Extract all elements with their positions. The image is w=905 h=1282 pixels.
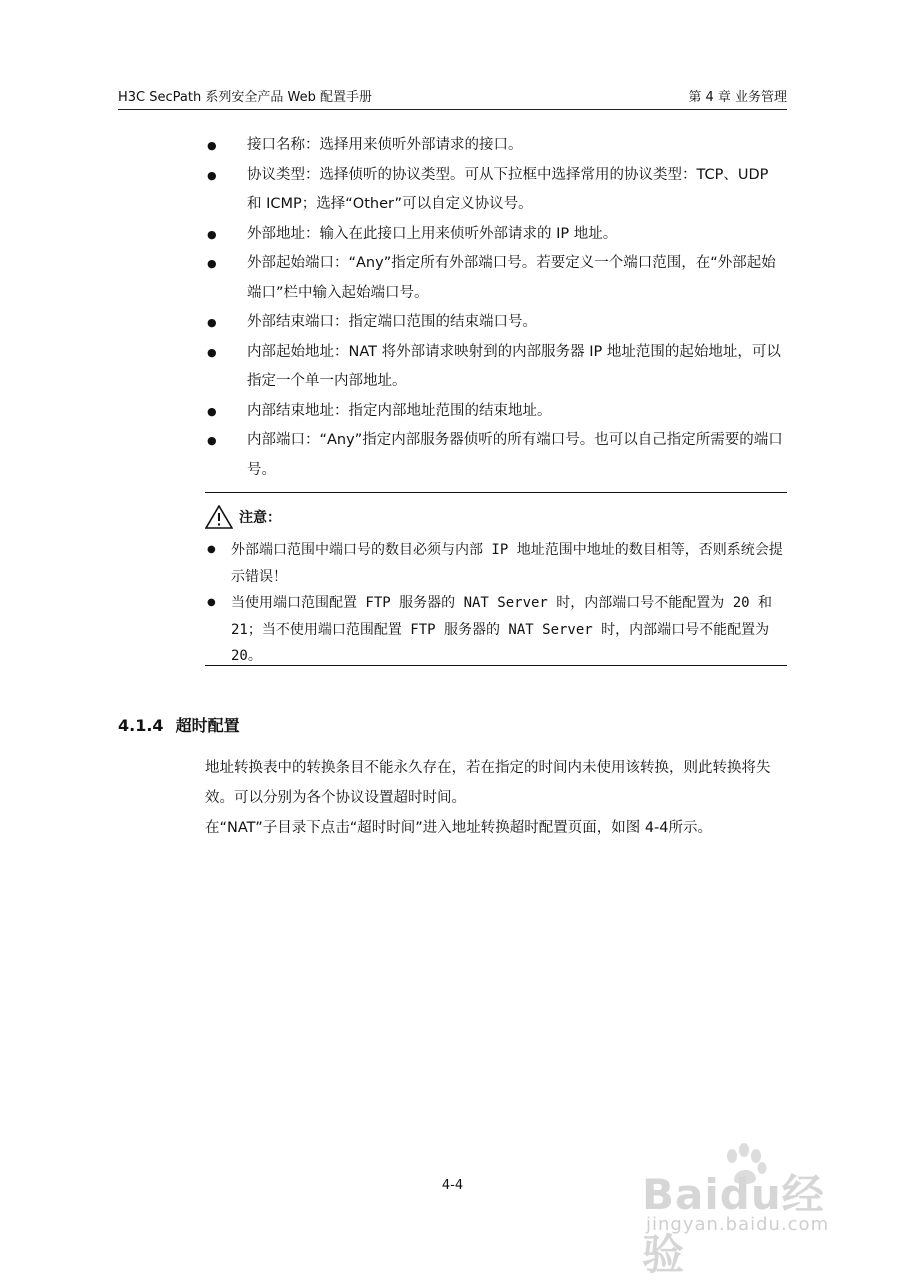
header-chapter: 第 4 章 业务管理 [688, 90, 787, 105]
list-item: ● 外部端口范围中端口号的数目必须与内部 IP 地址范围中地址的数目相等，否则系统会提示错误！ [205, 537, 787, 590]
watermark-url: jingyan.baidu.com [646, 1214, 830, 1235]
notice-heading [205, 505, 281, 529]
list-item: ● 外部地址：输入在此接口上用来侦听外部请求的 IP 地址。 [205, 220, 787, 250]
bullet-icon: ● [207, 434, 217, 447]
notice-list [205, 537, 787, 670]
bullet-icon: ● [207, 597, 216, 608]
page-header [118, 86, 787, 110]
list-item: ● 当使用端口范围配置 FTP 服务器的 NAT Server 时，内部端口号不能配置为 20 和 21；当不使用端口范围配置 FTP 服务器的 NAT Server 时，内部端口号不能配置为 20。 [205, 590, 787, 670]
warning-triangle-icon [205, 505, 233, 529]
bullet-icon: ● [207, 345, 217, 359]
bullet-icon: ● [207, 316, 217, 329]
notice-box [205, 492, 787, 666]
section-title: 超时配置 [175, 716, 240, 735]
page-number: 4-4 [441, 1178, 464, 1193]
list-item: ● 接口名称：选择用来侦听外部请求的接口。 [205, 131, 787, 161]
notice-title: 注意： [239, 510, 281, 526]
list-item: ● 内部端口：“Any”指定内部服务器侦听的所有端口号。也可以自己指定所需要的端口号。 [205, 426, 787, 485]
watermark-logo-text: Baidu经验 [642, 1170, 825, 1279]
baidu-watermark [634, 1142, 864, 1279]
bullet-icon: ● [207, 168, 217, 182]
body-paragraph: 在“NAT”子目录下点击“超时时间”进入地址转换超时配置页面，如图 4-4所示。 [205, 820, 713, 836]
list-item: ● 内部结束地址：指定内部地址范围的结束地址。 [205, 397, 787, 427]
bullet-icon: ● [207, 404, 217, 418]
bullet-icon: ● [207, 139, 217, 152]
section-heading [118, 713, 240, 736]
list-item: ● 内部起始地址：NAT 将外部请求映射到的内部服务器 IP 地址范围的起始地址，可以指定一个单一内部地址。 [205, 338, 787, 397]
body-paragraph: 地址转换表中的转换条目不能永久存在，若在指定的时间内未使用该转换，则此转换将失效。可以分别为各个协议设置超时时间。 [205, 760, 771, 806]
list-item: ● 外部起始端口：“Any”指定所有外部端口号。若要定义一个端口范围，在“外部起始端口”栏中输入起始端口号。 [205, 249, 787, 308]
list-item: ● 协议类型：选择侦听的协议类型。可从下拉框中选择常用的协议类型：TCP、UDP 和 ICMP；选择“Other”可以自定义协议号。 [205, 161, 787, 220]
list-item: ● 外部结束端口：指定端口范围的结束端口号。 [205, 308, 787, 338]
section-number: 4.1.4 [118, 716, 164, 735]
bullet-icon: ● [207, 544, 216, 555]
bullet-icon: ● [207, 227, 217, 241]
field-description-list [205, 131, 787, 485]
header-manual-title: H3C SecPath 系列安全产品 Web 配置手册 [118, 90, 372, 105]
bullet-icon: ● [207, 257, 217, 270]
